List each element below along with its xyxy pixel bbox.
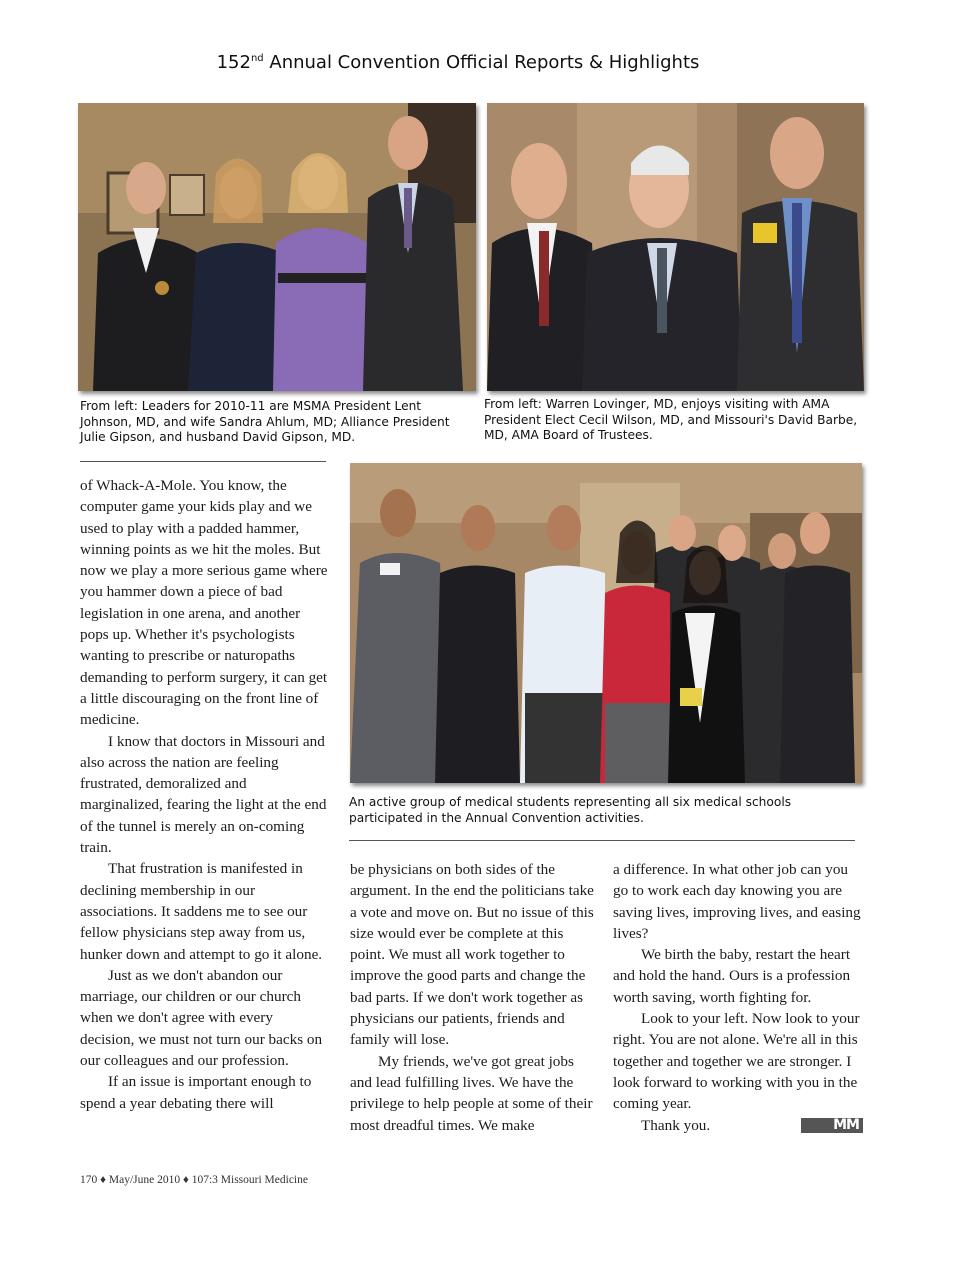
text-column-2 (350, 859, 597, 1136)
paragraph: If an issue is important enough to spend a year debating there will (80, 1073, 312, 1112)
divider-left (80, 461, 326, 462)
caption-photo-2: From left: Warren Lovinger, MD, enjoys visiting with AMA President Elect Cecil Wilson, MD, and Missouri's David Barbe, MD, AMA Board of Trustees. (484, 397, 858, 442)
text-column-1 (80, 475, 330, 1114)
photo-ama-visit (487, 103, 864, 391)
page-header: 152nd Annual Convention Official Reports & Highlights (216, 52, 700, 73)
paragraph: That frustration is manifested in declining membership in our associations. It saddens me to see our fellow physicians step away from us, hunker down and attempt to go it alone. (80, 860, 323, 963)
caption-photo-3: An active group of medical students representing all six medical schools participated in the Annual Convention activities. (349, 795, 792, 825)
photo-medical-students (350, 463, 862, 783)
caption-photo-1: From left: Leaders for 2010-11 are MSMA President Lent Johnson, MD, and wife Sandra Ahlum, MD; Alliance President Julie Gipson, and husband David Gipson, MD. (80, 399, 450, 444)
paragraph: a difference. In what other job can you go to work each day knowing you are saving lives, improving lives, and easing lives? (613, 861, 861, 942)
paragraph: My friends, we've got great jobs and lead fulfilling lives. We have the privilege to help people at some of their most dreadful times. We make (350, 1052, 593, 1134)
paragraph: of Whack-A-Mole. You know, the computer game your kids play and we used to play with a padded hammer, winning points as we hit the moles. But now we play a more serious game where you hammer down a piece of bad legislation in one arena, and another pops up. Whether it's psychologists wanting to prescribe or naturopaths demanding to perform surgery, it can get a little discouraging on the front line of medicine. (80, 477, 328, 729)
paragraph: Just as we don't abandon our marriage, our children or our church when we don't agree with every decision, we must not turn our backs on our colleagues and our profession. (80, 966, 323, 1070)
end-mark-logo: MM (801, 1118, 863, 1133)
divider-right (349, 840, 855, 841)
paragraph: We birth the baby, restart the heart and hold the hand. Ours is a profession worth saving, worth fighting for. (613, 946, 851, 1006)
paragraph: I know that doctors in Missouri and also across the nation are feeling frustrated, demoralized and marginalized, fearing the light at the end of the tunnel is merely an on-coming train. (80, 732, 327, 857)
page-footer: 170 ♦ May/June 2010 ♦ 107:3 Missouri Medicine (80, 1174, 308, 1186)
paragraph: be physicians on both sides of the argument. In the end the politicians take a vote and move on. But no issue of this size would ever be complete at this point. We must all work together to improve the good parts and change the bad parts. If we don't work together as physicians our patients, friends and family will lose. (350, 861, 594, 1049)
text-column-3 (613, 859, 863, 1136)
photo-msma-leaders (78, 103, 476, 391)
paragraph: Look to your left. Now look to your right. You are not alone. We're all in this together and together we are stronger. I look forward to working with you in the coming year. (613, 1010, 860, 1113)
closing-text: Thank you. (641, 1116, 711, 1134)
paragraph-closing (613, 1115, 863, 1136)
